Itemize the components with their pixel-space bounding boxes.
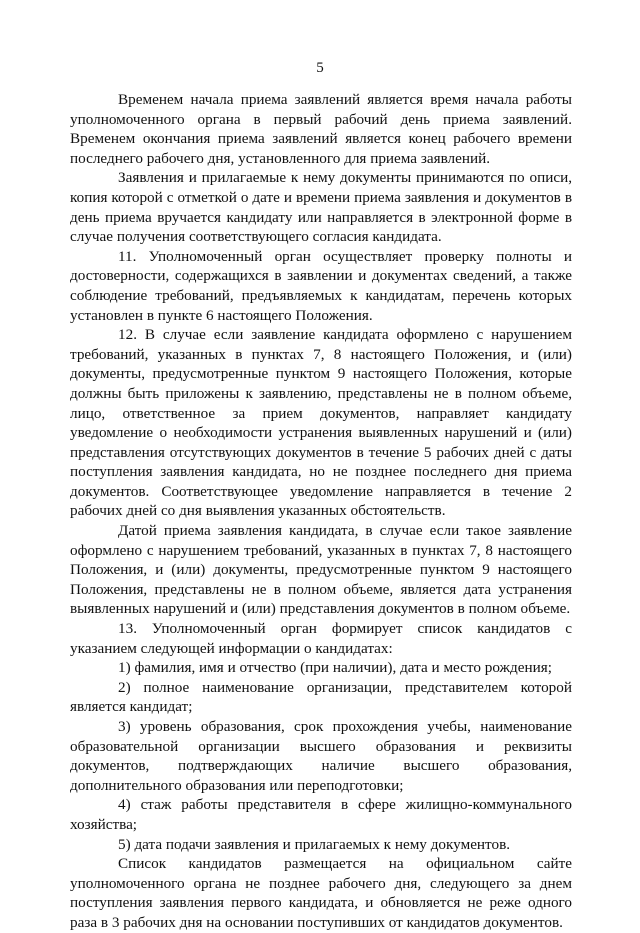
paragraph-5: Датой приема заявления кандидата, в случае если такое заявление оформлено с нарушением требований, указанных в пунктах 7, 8 настоящего Положения, и (или) документы, предусмотренные пунктом 9 настоящего Положения, представлены не в полном объеме, является дата устранения выявленных нарушений и (или) представления документов в полном объеме. bbox=[70, 522, 572, 618]
paragraph-4: 12. В случае если заявление кандидата оформлено с нарушением требований, указанных в пунктах 7, 8 настоящего Положения, и (или) документы, предусмотренные пунктом 9 настоящего Положения, которые должны быть приложены к заявлению, представлены не в полном объеме, лицо, ответственное за прием документов, направляет кандидату уведомление о необходимости устранения выявленных нарушений и (или) представления отсутствующих документов в течение 5 рабочих дней с даты поступления заявления кандидата, но не позднее последнего дня приема документов. Соответствующее уведомление направляется в течение 2 рабочих дней со дня выявления указанных обстоятельств. bbox=[70, 326, 572, 520]
paragraph-1: Временем начала приема заявлений является время начала работы уполномоченного органа в первый рабочий день приема заявлений. Временем окончания приема заявлений является конец рабочего времени последнего рабочего дня, установленного для приема заявлений. bbox=[70, 91, 572, 167]
list-item-5: 5) дата подачи заявления и прилагаемых к нему документов. bbox=[118, 835, 511, 853]
list-item-1: 1) фамилия, имя и отчество (при наличии), дата и место рождения; bbox=[118, 659, 552, 677]
paragraph-7: Список кандидатов размещается на официальном сайте уполномоченного органа не позднее рабочего дня, следующего за днем поступления заявления первого кандидата, и обновляется не реже одного раза в 3 рабочих дня на основании поступивших от кандидатов документов. bbox=[70, 855, 572, 931]
page-number: 5 bbox=[316, 60, 324, 76]
paragraph-3: 11. Уполномоченный орган осуществляет проверку полноты и достоверности, содержащихся в заявлении и документах сведений, а также соблюдение требований, предъявляемых к кандидатам, перечень которых установлен в пункте 6 настоящего Положения. bbox=[70, 247, 572, 324]
list-item-2: 2) полное наименование организации, представителем которой является кандидат; bbox=[70, 678, 572, 716]
paragraph-6: 13. Уполномоченный орган формирует список кандидатов с указанием следующей информации о кандидатах: bbox=[70, 620, 572, 657]
list-item-4: 4) стаж работы представителя в сфере жилищно-коммунального хозяйства; bbox=[70, 796, 572, 833]
list-item-3: 3) уровень образования, срок прохождения учебы, наименование образовательной организации высшего образования и реквизиты документов, подтверждающих наличие высшего образования, дополнительного образования или переподготовки; bbox=[70, 718, 572, 794]
document-body bbox=[70, 90, 572, 933]
paragraph-2: Заявления и прилагаемые к нему документы принимаются по описи, копия которой с отметкой о дате и времени приема заявления и документов в день приема вручается кандидату или направляется в электронной форме в случае получения соответствующего согласия кандидата. bbox=[70, 169, 572, 246]
